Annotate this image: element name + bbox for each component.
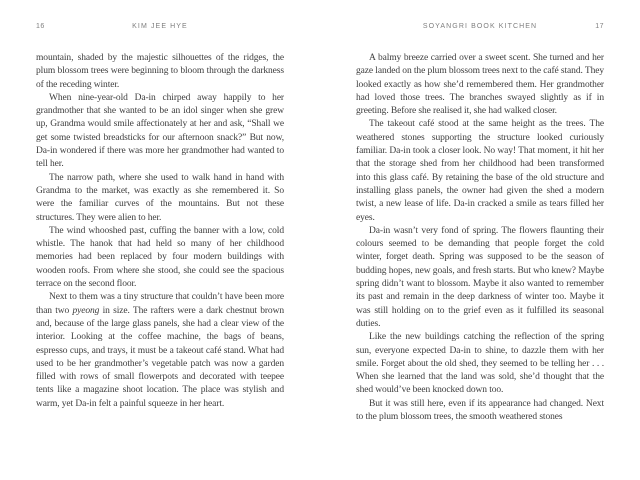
- paragraph: [36, 92, 284, 172]
- left-page-header: [36, 23, 284, 32]
- right-page-number: 17: [595, 23, 604, 30]
- right-page-body-text: [356, 52, 604, 424]
- paragraph: [36, 172, 284, 225]
- paragraph: [356, 331, 604, 397]
- paragraph: [36, 225, 284, 291]
- paragraph: [356, 52, 604, 118]
- paragraph: [36, 291, 284, 411]
- paragraph: [36, 52, 284, 92]
- text-segment: When nine-year-old Da-in chirped away happily to her grandmother that she wanted to be an idol singer when she grew up, Grandma would smile affectionately at her and ask, “Shall we get some twisted breadsticks for our afternoon snack?” But now, Da-in wondered if there was more her grandmother had wanted to tell her.: [36, 92, 284, 170]
- left-page-number: 16: [36, 23, 45, 30]
- paragraph: [356, 398, 604, 425]
- text-segment: The narrow path, where she used to walk hand in hand with Grandma to the market, was exactly as she remembered it. So were the familiar curves of the mountains. But not these structures. They were alien to her.: [36, 172, 284, 223]
- text-segment: A balmy breeze carried over a sweet scent. She turned and her gaze landed on the plum blossom trees next to the café stand. They looked exactly as how she’d remembered them. Her grandmother had loved those trees. The branches swayed slightly as if in greeting. Before she realised it, she had walked closer.: [356, 53, 604, 117]
- text-segment: But it was still here, even if its appearance had changed. Next to the plum blossom trees, the smooth weathered stones: [356, 398, 604, 423]
- italic-text-segment: pyeong: [72, 305, 100, 316]
- right-page-header: [356, 23, 604, 32]
- right-running-header: SOYANGRI BOOK KITCHEN: [422, 23, 538, 30]
- left-running-header: KIM JEE HYE: [132, 23, 188, 30]
- text-segment: mountain, shaded by the majestic silhouettes of the ridges, the plum blossom trees were beginning to bloom through the darkness of the receding winter.: [36, 53, 284, 90]
- left-page-body-text: [36, 52, 284, 411]
- text-segment: The wind whooshed past, cuffing the banner with a low, cold whistle. The hanok that had held so many of her childhood memories had been replaced by four modern buildings with wooden roofs. From where she stood, she could see the spacious terrace on the second floor.: [36, 225, 284, 290]
- paragraph: [356, 118, 604, 224]
- text-segment: in size. The rafters were a dark chestnut brown and, because of the large glass panels, she had a clear view of the interior. Looking at the coffee machine, the bags of beans, espresso cups, and trays, it must be a takeout café stand. What had used to be her grandmother’s vegetable patch was now a garden filled with rows of small flowerpots and decorated with teepee tents like a magazine shoot location. The place was stylish and warm, yet Da-in felt a painful squeeze in her heart.: [36, 305, 284, 409]
- right-page: [320, 0, 640, 480]
- text-segment: Next to them was a tiny structure that couldn’t have been more than two: [36, 292, 284, 316]
- paragraph: [356, 225, 604, 331]
- text-segment: The takeout café stood at the same height as the trees. The weathered stones supporting the structure looked curiously familiar. Da-in took a closer look. No way! That moment, it hit her that the storage shed from her childhood had been transformed into this glass café. By retaining the base of the old structure and installing glass panels, the owner had given the shed a modern twist, a new lease of life. Da-in cracked a smile as tears filled her eyes.: [356, 119, 604, 223]
- text-segment: Like the new buildings catching the reflection of the spring sun, everyone expected Da-in to shine, to dazzle them with her smile. Forget about the old shed, they seemed to be telling her . . . When she learned that the land was sold, she’d thought that the shed would’ve been knocked down too.: [356, 332, 604, 396]
- text-segment: Da-in wasn’t very fond of spring. The flowers flaunting their colours seemed to be demanding that people forget the cold winter, forget death. Spring was supposed to be the season of budding hopes, new goals, and fresh starts. But who knew? Maybe spring didn’t want to blossom. Maybe it also wanted to remember its past and remain in the deep darkness of winter too. Maybe it was still holding on to the grief even as it fulfilled its seasonal duties.: [356, 225, 604, 329]
